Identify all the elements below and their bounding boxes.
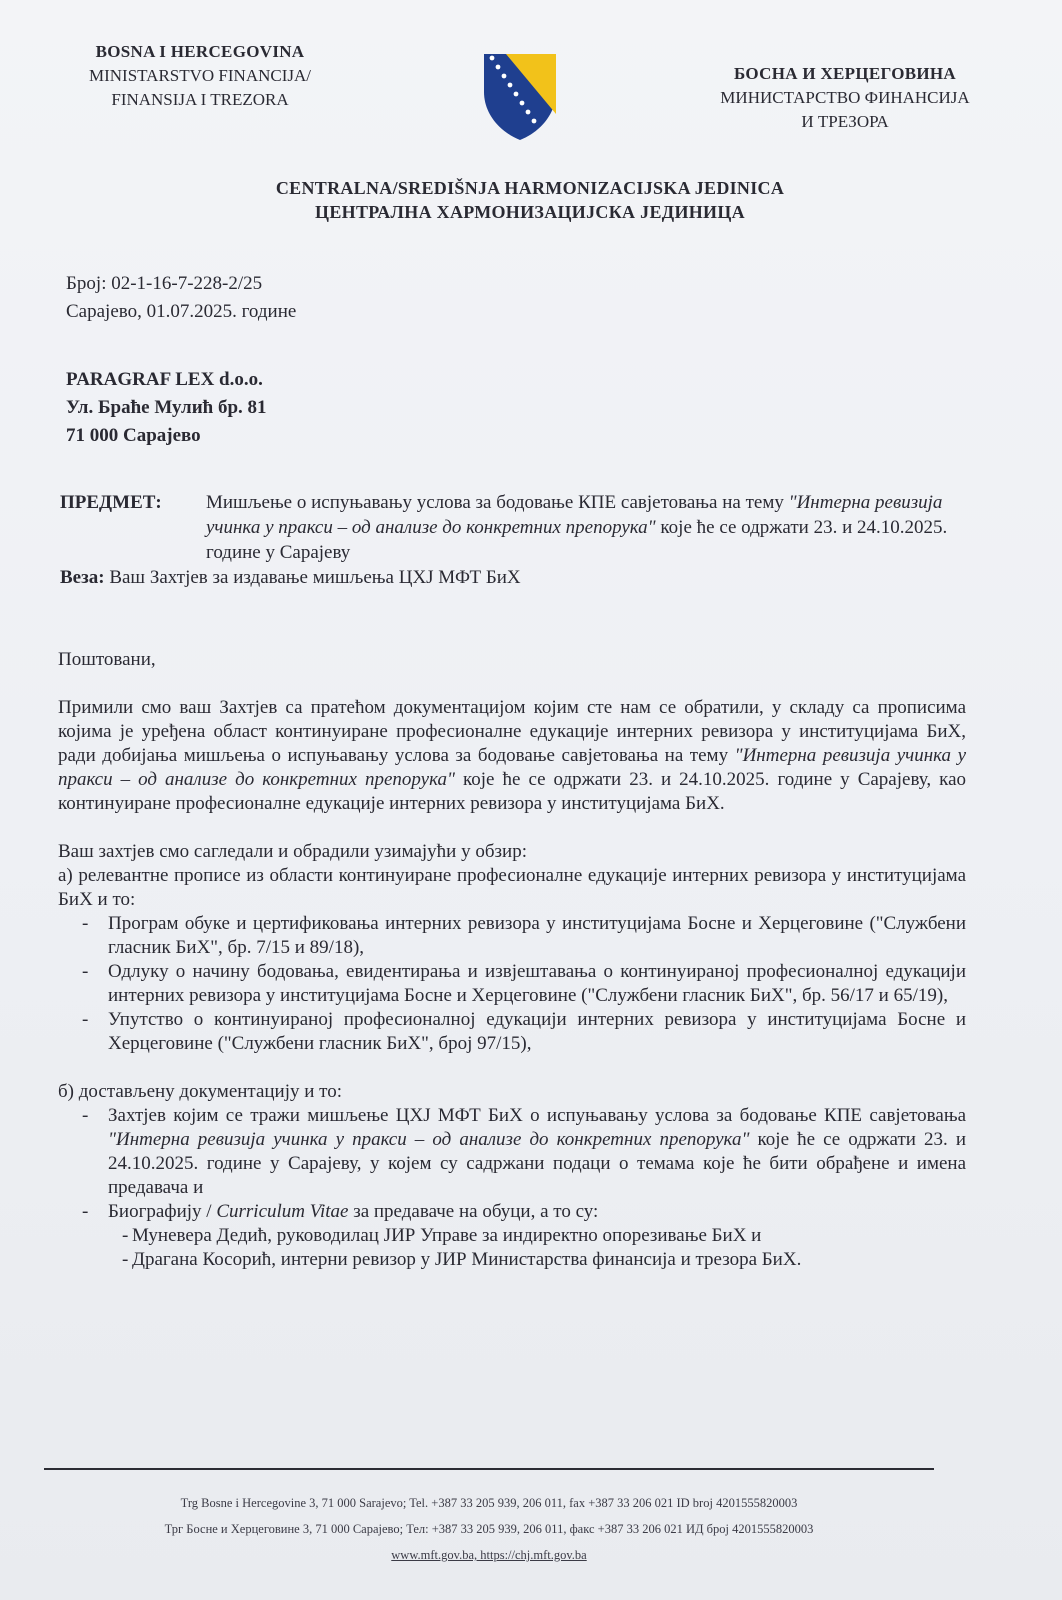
subject-block — [60, 490, 970, 590]
header-right-cyrillic — [680, 62, 1010, 134]
paragraph-2-a: а) релевантне прописе из области континуиране професионалне едукације интерних ревизора у институцијама БиХ и то: — [58, 865, 966, 910]
reference-line — [60, 565, 970, 590]
greeting: Поштовани, — [58, 649, 156, 670]
paragraph-2-intro: Ваш захтјев смо сагледали и обрадили узимајући у обзир: — [58, 841, 527, 862]
doc2-text-a: Биографију / — [108, 1201, 217, 1222]
subject-text-2: које ће се одржати 23. и 24.10.2025. године у Сарајеву — [206, 517, 948, 563]
regulations-list — [58, 912, 966, 1056]
footer-divider — [44, 1468, 934, 1470]
paragraph-1 — [58, 696, 966, 816]
footer-links[interactable]: www.mft.gov.ba, https://chj.mft.gov.ba — [391, 1548, 587, 1562]
doc2-text-b: за предаваче на обуци, а то су: — [348, 1201, 599, 1222]
reference-number: Број: 02-1-16-7-228-2/25 — [66, 273, 263, 294]
doc1-event-title: "Интерна ревизија учинка у пракси – од анализе до конкретних препорука" — [108, 1129, 750, 1150]
subject-label: ПРЕДМЕТ: — [60, 492, 162, 513]
paragraph-2 — [58, 840, 966, 1056]
paragraph-1-text-a: Примили смо ваш Захтјев са пратећом документацијом којим сте нам се обратили, у складу са прописима којима је уређена област континуиране професионалне едукације интерних ревизора у институцијама БиХ, ради добијања мишљења о испуњавању услова за бодовање савјетовања на тему — [58, 697, 966, 766]
unit-title — [150, 176, 910, 224]
recipient-city: 71 000 Сарајево — [66, 425, 201, 446]
ministry-name-latin-1: MINISTARSTVO FINANCIJA/ — [88, 66, 311, 85]
paragraph-1-event-title: "Интерна ревизија учинка у пракси – од анализе до конкретних препорука" — [58, 745, 966, 790]
doc1-text-b: које ће се одржати 23. и 24.10.2025. године у Сарајеву, у којем су садржани подаци о темама које ће бити обрађене и имена предавача и — [108, 1129, 966, 1198]
list-item: - Одлуку о начину бодовања, евидентирања и извјештавања о континуираној професионалној едукацији интерних ревизора у институцијама Босне и Херцеговине ("Службени гласник БиХ", бр. 56/17 и 65/19), — [58, 960, 966, 1008]
country-name-latin: BOSNA I HERCEGOVINA — [95, 42, 305, 61]
list-item: - Драгана Косорић, интерни ревизор у ЈИР Министарства финансија и трезора БиХ. — [58, 1248, 966, 1272]
documents-list — [58, 1104, 966, 1224]
footer-address-cyrillic: Трг Босне и Херцеговине 3, 71 000 Сарајево; Тел: +387 33 205 939, 206 011, факс +387 33 206 021 ИД број 4201555820003 — [164, 1522, 814, 1536]
lecturers-list — [58, 1224, 966, 1272]
recipient-street: Ул. Браће Мулић бр. 81 — [66, 397, 267, 418]
paragraph-1-text-b: које ће се одржати 23. и 24.10.2025. године у Сарајеву, као континуиране професионалне едукације интерних ревизора у институцијама БиХ. — [58, 769, 967, 814]
ministry-name-latin-2: FINANSIJA I TREZORA — [111, 90, 289, 109]
coat-of-arms-icon — [482, 52, 558, 142]
subject-text — [206, 490, 961, 565]
recipient-name: PARAGRAF LEX d.o.o. — [66, 369, 263, 390]
ministry-name-cyrillic-2: И ТРЕЗОРА — [801, 112, 889, 131]
paragraph-3-b: б) достављену документацију и то: — [58, 1081, 343, 1102]
list-item — [58, 1104, 966, 1200]
header-left-latin — [40, 40, 360, 112]
veza-text: Ваш Захтјев за издавање мишљења ЦХЈ МФТ БиХ — [104, 567, 521, 588]
unit-title-cyrillic: ЦЕНТРАЛНА ХАРМОНИЗАЦИЈСКА ЈЕДИНИЦА — [315, 202, 745, 222]
doc2-cv: Curriculum Vitae — [216, 1201, 349, 1222]
list-item: - Муневера Дедић, руководилац ЈИР Управе за индиректно опорезивање БиХ и — [58, 1224, 966, 1248]
footer — [44, 1490, 934, 1568]
paragraph-3 — [58, 1080, 966, 1272]
ministry-name-cyrillic-1: МИНИСТАРСТВО ФИНАНСИЈА — [720, 88, 970, 107]
footer-address-latin: Trg Bosne i Hercegovine 3, 71 000 Sarajevo; Tel. +387 33 205 939, 206 011, fax +387 33 206 021 ID broj 4201555820003 — [180, 1496, 798, 1510]
reference-block — [66, 270, 296, 326]
subject-text-1: Мишљење о испуњавању услова за бодовање КПЕ савјетовања на тему — [206, 492, 789, 513]
list-item: - Програм обуке и цертификовања интерних ревизора у институцијама Босне и Херцеговине ("Службени гласник БиХ", бр. 7/15 и 89/18), — [58, 912, 966, 960]
letter-body — [58, 648, 966, 1272]
list-item — [58, 1200, 966, 1224]
subject-event-title: "Интерна ревизија учинка у пракси – од анализе до конкретних препорука" — [206, 492, 943, 538]
recipient-address — [66, 366, 267, 450]
veza-label: Веза: — [60, 567, 105, 588]
doc1-text-a: Захтјев којим се тражи мишљење ЦХЈ МФТ БиХ о испуњавању услова за бодовање КПЕ савјетовања — [108, 1105, 966, 1126]
list-item: - Упутство о континуираној професионалној едукацији интерних ревизора у институцијама Босне и Херцеговине ("Службени гласник БиХ", број 97/15), — [58, 1008, 966, 1056]
unit-title-latin: CENTRALNA/SREDIŠNJA HARMONIZACIJSKA JEDINICA — [275, 178, 785, 198]
country-name-cyrillic: БОСНА И ХЕРЦЕГОВИНА — [734, 64, 956, 83]
place-date: Сарајево, 01.07.2025. године — [66, 301, 297, 322]
